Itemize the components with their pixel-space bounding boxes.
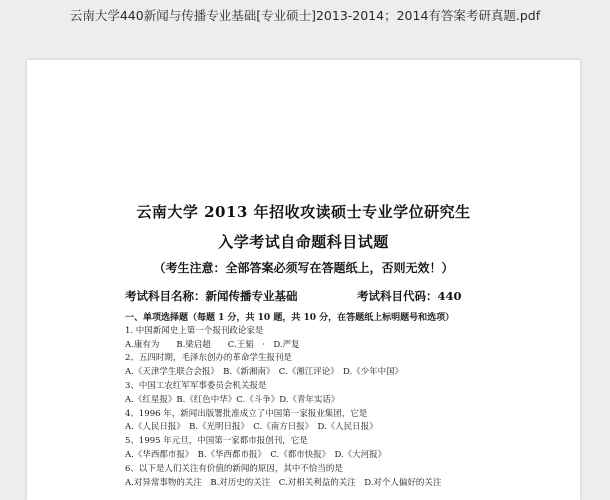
exam-title-line1: 云南大学 2013 年招收攻读硕士专业学位研究生: [136, 203, 471, 221]
question-line: 2、五四时期，毛泽东创办的革命学生报刊是: [125, 353, 292, 364]
question-line: 4、1996 年，新闻出版署批准成立了中国第一家报业集团，它是: [125, 408, 368, 419]
question-line: A.《人民日报》 B.《光明日报》 C.《南方日报》 D.《人民日报》: [125, 422, 378, 433]
question-line: A.《天津学生联合会报》 B.《新湘南》 C.《湘江评论》 D.《少年中国》: [125, 367, 404, 378]
question-line: A.《红星报》B.《红色中华》C.《斗争》D.《青年实话》: [125, 394, 340, 405]
subject-name: 考试科目名称：新闻传播专业基础: [125, 289, 298, 303]
exam-notice: （考生注意：全部答案必须写在答题纸上，否则无效！）: [153, 261, 454, 275]
viewer-title-bar: [0, 0, 610, 30]
subject-code: 考试科目代码：440: [357, 289, 462, 303]
section-heading: 一、单项选择题（每题 1 分，共 10 题，共 10 分，在答题纸上标明题号和选项）: [125, 313, 455, 323]
question-line: A.对异常事物的关注 B.对历史的关注 C.对相关利益的关注 D.对个人偏好的关注: [125, 477, 442, 488]
pdf-page[interactable]: [27, 60, 580, 500]
question-line: A.《华西都市报》 B.《华西都市报》 C.《都市快报》 D.《大河报》: [125, 450, 387, 460]
exam-title-line2: 入学考试自命题科目试题: [218, 233, 389, 251]
question-line: 1. 中国新闻史上第一个报刊政论家是: [125, 325, 264, 336]
question-line: A.康有为 B.梁启超 C.王韬 · D.严复: [125, 339, 300, 350]
scanned-exam-page: [27, 60, 580, 500]
file-title: 云南大学440新闻与传播专业基础[专业硕士]2013-2014；2014有答案考研真题.pdf: [69, 8, 541, 23]
question-line: 6、以下是人们关注有价值的新闻的原因，其中不恰当的是: [125, 463, 343, 474]
question-line: 5、1995 年元旦，中国第一家都市报创刊，它是: [125, 436, 308, 447]
question-line: 3、中国工农红军军事委员会机关报是: [125, 381, 267, 391]
